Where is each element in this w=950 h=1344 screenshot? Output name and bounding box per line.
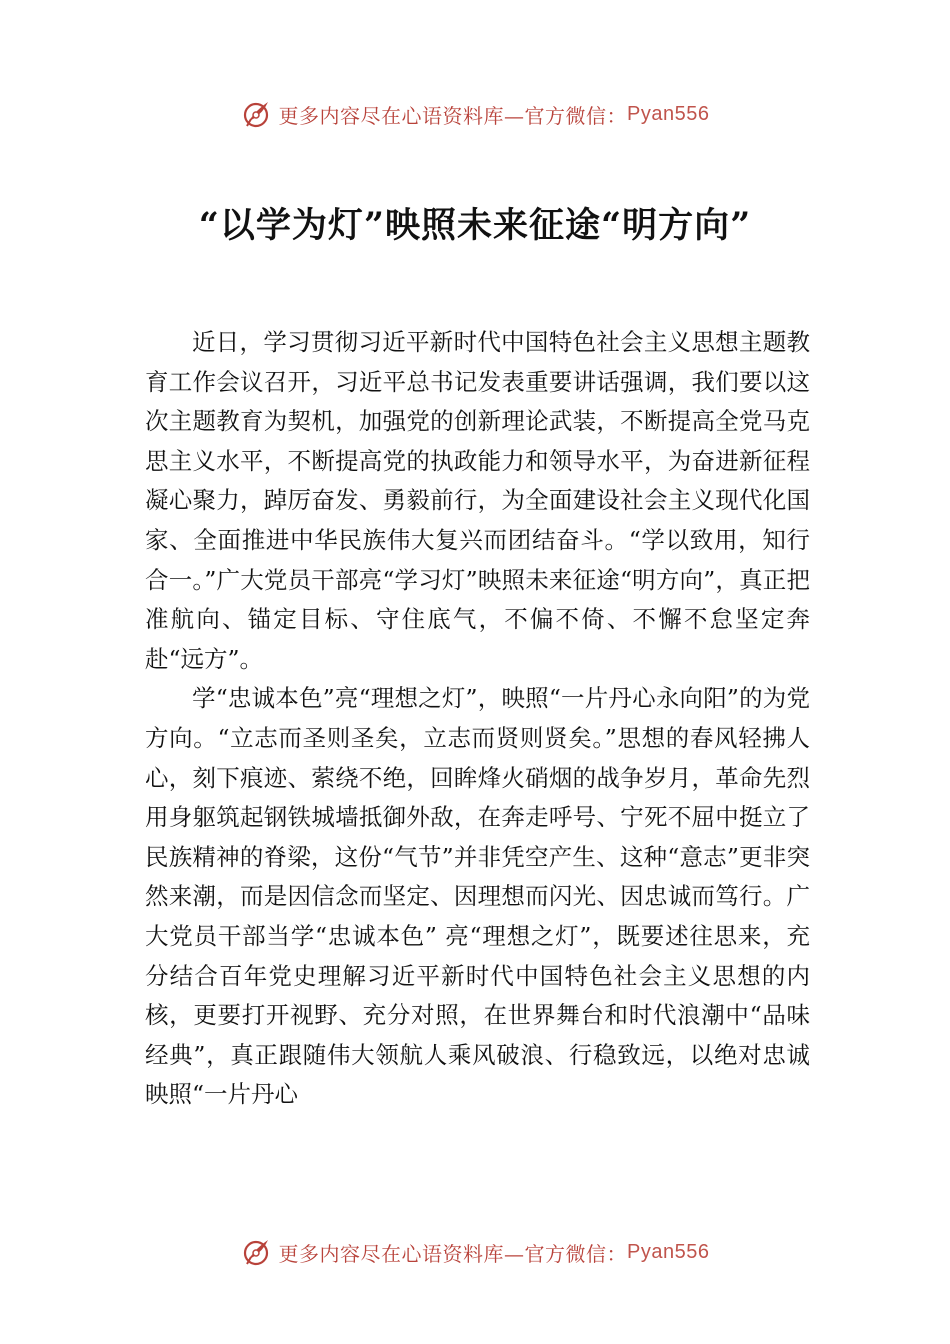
quill-logo-icon [241, 1235, 275, 1269]
quill-logo-icon [241, 97, 275, 131]
banner-wechat-id: Pyan556 [627, 1240, 710, 1263]
header-banner [0, 94, 950, 134]
document-body [145, 323, 810, 1115]
footer-banner [0, 1232, 950, 1272]
banner-wechat-id: Pyan556 [627, 102, 710, 125]
banner-text: 更多内容尽在心语资料库—官方微信： [278, 103, 628, 128]
document-title: “以学为灯”映照未来征途“明方向” [198, 205, 752, 246]
banner-text: 更多内容尽在心语资料库—官方微信： [278, 1241, 628, 1266]
paragraph: 学“忠诚本色”亮“理想之灯”，映照“一片丹心永向阳”的为党方向。“立志而圣则圣矣，立志而贤则贤矣。”思想的春风轻拂人心，刻下痕迹、萦绕不绝，回眸烽火硝烟的战争岁月，革命先烈用身躯筑起钢铁城墙抵御外敌，在奔走呼号、宁死不屈中挺立了民族精神的脊梁，这份“气节”并非凭空产生、这种“意志”更非突然来潮，而是因信念而坚定、因理想而闪光、因忠诚而笃行。广大党员干部当学“忠诚本色” 亮“理想之灯”，既要述往思来，充分结合百年党史理解习近平新时代中国特色社会主义思想的内核，更要打开视野、充分对照，在世界舞台和时代浪潮中“品味经典”，真正跟随伟大领航人乘风破浪、行稳致远，以绝对忠诚映照“一片丹心 [145, 684, 810, 1109]
paragraph: 近日，学习贯彻习近平新时代中国特色社会主义思想主题教育工作会议召开，习近平总书记发表重要讲话强调，我们要以这次主题教育为契机，加强党的创新理论武装，不断提高全党马克思主义水平，不断提高党的执政能力和领导水平，为奋进新征程凝心聚力，踔厉奋发、勇毅前行，为全面建设社会主义现代化国家、全面推进中华民族伟大复兴而团结奋斗。“学以致用，知行合一。”广大党员干部亮“学习灯”映照未来征途“明方向”，真正把准航向、锚定目标、守住底气，不偏不倚、不懈不怠坚定奔赴“远方”。 [145, 328, 810, 673]
